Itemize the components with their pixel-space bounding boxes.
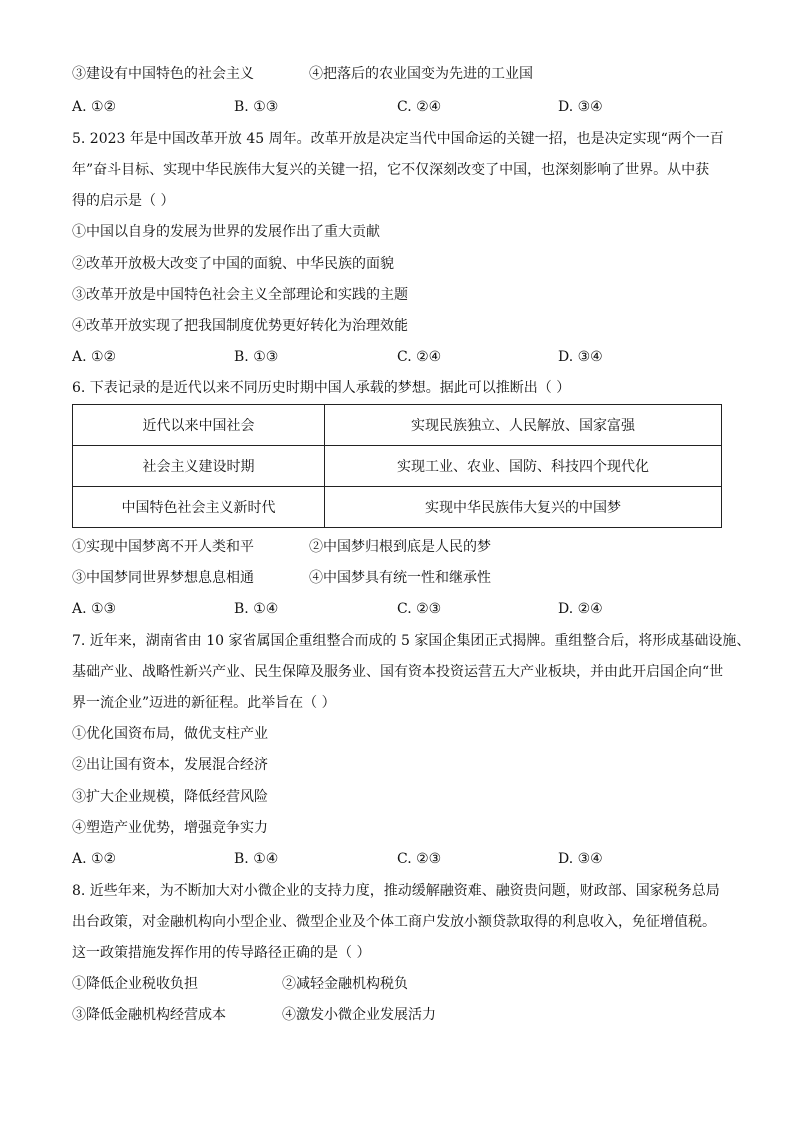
q8-stem-line-2: 出台政策，对金融机构向小型企业、微型企业及个体工商户发放小额贷款取得的利息收入，免征增值税。 xyxy=(72,914,716,930)
q8-stem-line-1: 8. 近些年来，为不断加大对小微企业的支持力度，推动缓解融资难、融资贵问题，财政部、国家税务总局 xyxy=(72,883,720,899)
q5-statement-2: ②改革开放极大改变了中国的面貌、中华民族的面貌 xyxy=(72,256,394,272)
q4-statement-3: ③建设有中国特色的社会主义 xyxy=(72,66,254,82)
q5-stem-line-2: 年”奋斗目标、实现中华民族伟大复兴的关键一招，它不仅深刻改变了中国，也深刻影响了世界。从中获 xyxy=(72,162,710,178)
q4-option-d: D. ③④ xyxy=(558,99,603,115)
table-row xyxy=(73,487,722,528)
q4-option-b: B. ①③ xyxy=(234,99,279,115)
q7-statement-1: ①优化国资布局，做优支柱产业 xyxy=(72,726,268,742)
q5-statement-1: ①中国以自身的发展为世界的发展作出了重大贡献 xyxy=(72,224,380,240)
table-cell-period: 中国特色社会主义新时代 xyxy=(73,487,325,528)
table-row xyxy=(73,405,722,446)
q7-option-b: B. ①④ xyxy=(234,851,279,867)
q8-statement-1: ①降低企业税收负担 xyxy=(72,976,198,992)
q7-statement-4: ④塑造产业优势，增强竞争实力 xyxy=(72,820,268,836)
q6-statement-1: ①实现中国梦离不开人类和平 xyxy=(72,539,254,555)
q6-statement-3: ③中国梦同世界梦想息息相通 xyxy=(72,570,254,586)
q6-option-d: D. ②④ xyxy=(558,601,603,617)
q6-option-b: B. ①④ xyxy=(234,601,279,617)
q8-stem-line-3: 这一政策措施发挥作用的传导路径正确的是（ ） xyxy=(72,945,371,961)
table-row xyxy=(73,446,722,487)
q7-stem-line-1: 7. 近年来，湖南省由 10 家省属国企重组整合而成的 5 家国企集团正式揭牌。重组整合后，将形成基础设施、 xyxy=(72,633,751,649)
table-cell-period: 近代以来中国社会 xyxy=(73,405,325,446)
q7-statement-3: ③扩大企业规模，降低经营风险 xyxy=(72,789,268,805)
q6-option-c: C. ②③ xyxy=(397,601,442,617)
table-cell-dream: 实现民族独立、人民解放、国家富强 xyxy=(325,405,722,446)
q7-stem-line-3: 界一流企业”迈进的新征程。此举旨在（ ） xyxy=(72,695,336,711)
q5-stem-line-1: 5. 2023 年是中国改革开放 45 周年。改革开放是决定当代中国命运的关键一招，也是决定实现“两个一百 xyxy=(72,131,724,147)
q7-stem-line-2: 基础产业、战略性新兴产业、民生保障及服务业、国有资本投资运营五大产业板块，并由此开启国企向“世 xyxy=(72,664,724,680)
q8-statement-4: ④激发小微企业发展活力 xyxy=(282,1007,436,1023)
table-cell-period: 社会主义建设时期 xyxy=(73,446,325,487)
q5-statement-4: ④改革开放实现了把我国制度优势更好转化为治理效能 xyxy=(72,318,408,334)
q4-option-a: A. ①② xyxy=(72,99,117,115)
q7-statement-2: ②出让国有资本，发展混合经济 xyxy=(72,757,268,773)
q4-statement-4: ④把落后的农业国变为先进的工业国 xyxy=(309,66,533,82)
q5-option-d: D. ③④ xyxy=(558,349,603,365)
table-cell-dream: 实现工业、农业、国防、科技四个现代化 xyxy=(325,446,722,487)
table-cell-dream: 实现中华民族伟大复兴的中国梦 xyxy=(325,487,722,528)
q6-statement-2: ②中国梦归根到底是人民的梦 xyxy=(309,539,491,555)
q4-option-c: C. ②④ xyxy=(397,99,442,115)
q8-statement-2: ②减轻金融机构税负 xyxy=(282,976,408,992)
q5-stem-line-3: 得的启示是（ ） xyxy=(72,193,175,209)
q8-statement-3: ③降低金融机构经营成本 xyxy=(72,1007,226,1023)
q6-dream-table xyxy=(72,404,722,528)
q7-option-c: C. ②③ xyxy=(397,851,442,867)
q5-option-a: A. ①② xyxy=(72,349,117,365)
q7-option-d: D. ③④ xyxy=(558,851,603,867)
q6-statement-4: ④中国梦具有统一性和继承性 xyxy=(309,570,491,586)
q5-statement-3: ③改革开放是中国特色社会主义全部理论和实践的主题 xyxy=(72,287,408,303)
q6-option-a: A. ①③ xyxy=(72,601,117,617)
q6-stem: 6. 下表记录的是近代以来不同历史时期中国人承载的梦想。据此可以推断出（ ） xyxy=(72,380,571,396)
q7-option-a: A. ①② xyxy=(72,851,117,867)
q5-option-c: C. ②④ xyxy=(397,349,442,365)
q5-option-b: B. ①③ xyxy=(234,349,279,365)
